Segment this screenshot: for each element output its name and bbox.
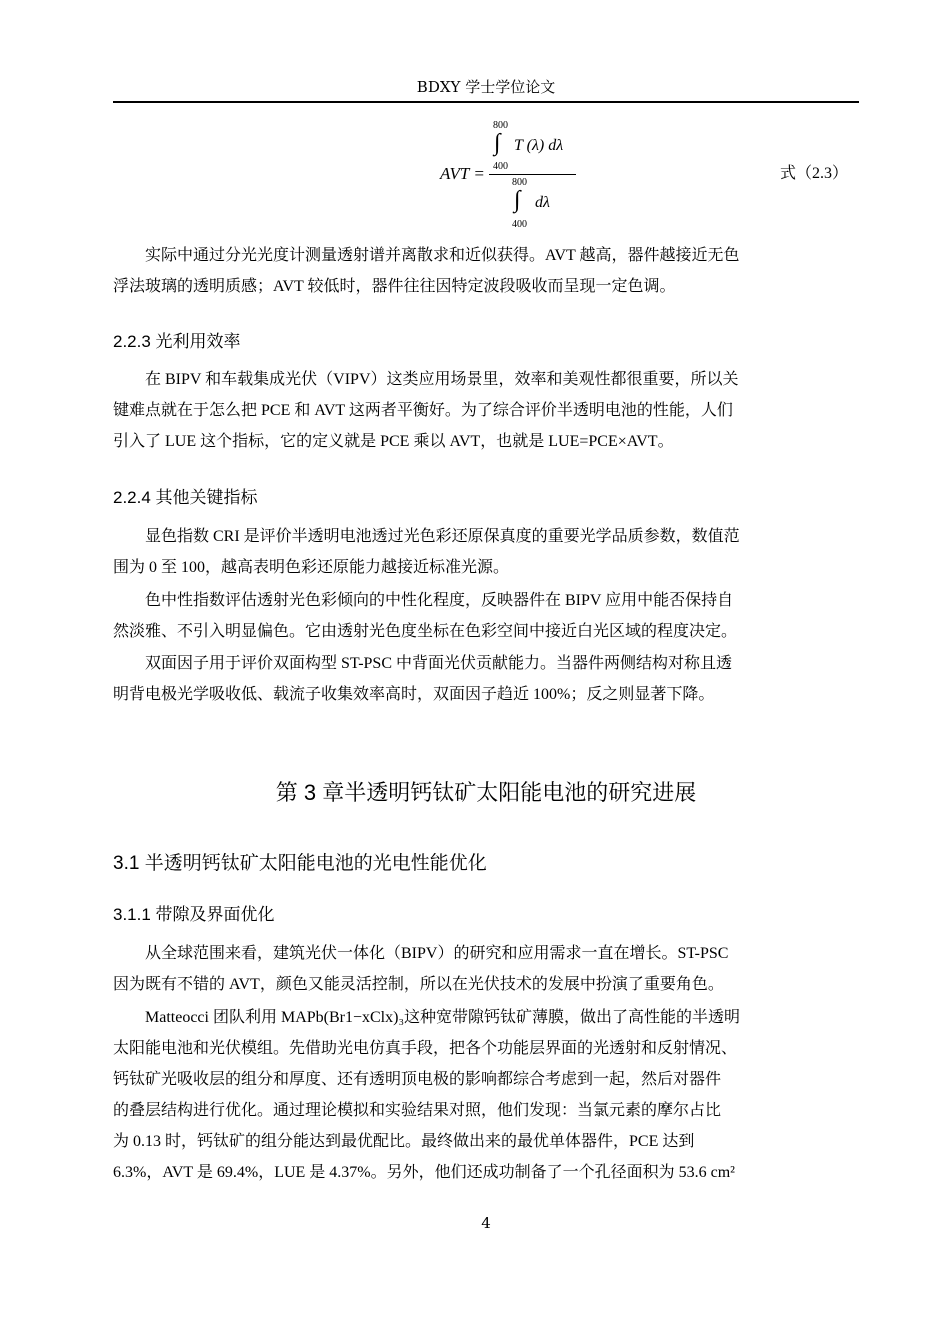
text-line: 双面因子用于评价双面构型 ST-PSC 中背面光伏贡献能力。当器件两侧结构对称且透 — [113, 655, 733, 672]
paragraph-bifacial — [113, 648, 859, 710]
text-line: 从全球范围来看，建筑光伏一体化（BIPV）的研究和应用需求一直在增长。ST-PSC — [113, 945, 729, 962]
paragraph-avt — [113, 240, 859, 302]
text-line: 然淡雅、不引入明显偏色。它由透射光色度坐标在色彩空间中接近白光区域的程度决定。 — [113, 623, 738, 640]
paragraph-cri — [113, 521, 859, 583]
text-line: 钙钛矿光吸收层的组分和厚度、还有透明顶电极的影响都综合考虑到一起，然后对器件 — [113, 1071, 722, 1088]
upper-limit-top: 800 — [493, 120, 508, 131]
text-line: Matteocci 团队利用 MAPb(Br1−xClx)₃这种宽带隙钙钛矿薄膜，做出了高性能的半透明 — [113, 1009, 741, 1026]
text-line: 浮法玻璃的透明质感；AVT 较低时，器件往往因特定波段吸收而呈现一定色调。 — [113, 278, 676, 295]
text-line: 键难点就在于怎么把 PCE 和 AVT 这两者平衡好。为了综合评价半透明电池的性能，人们 — [113, 402, 733, 419]
paragraph-matteocci — [113, 1002, 859, 1188]
equation-label: 式（2.3） — [780, 165, 849, 182]
lower-limit-bottom: 400 — [512, 219, 527, 230]
chapter-3-title: 第 3 章半透明钙钛矿太阳能电池的研究进展 — [275, 780, 697, 805]
section-2-2-4-title: 2.2.4 其他关键指标 — [113, 488, 258, 507]
denominator: dλ — [535, 194, 550, 211]
paragraph-lue — [113, 364, 859, 457]
numerator: T (λ) dλ — [514, 137, 564, 154]
running-header: BDXY 学士学位论文 — [416, 78, 556, 96]
text-line: 太阳能电池和光伏模组。先借助光电仿真手段，把各个功能层界面的光透射和反射情况、 — [113, 1040, 738, 1057]
text-line: 因为既有不错的 AVT，颜色又能灵活控制，所以在光伏技术的发展中扮演了重要角色。 — [113, 976, 724, 993]
text-line: 色中性指数评估透射光色彩倾向的中性化程度，反映器件在 BIPV 应用中能否保持自 — [113, 592, 734, 609]
text-line: 围为 0 至 100，越高表明色彩还原能力越接近标准光源。 — [113, 559, 510, 576]
text-line: 引入了 LUE 这个指标，它的定义就是 PCE 乘以 AVT，也就是 LUE=PCE×AVT。 — [113, 433, 674, 450]
text-line: 为 0.13 时，钙钛矿的组分能达到最优配比。最终做出来的最优单体器件，PCE 达到 — [113, 1133, 695, 1150]
text-line: 在 BIPV 和车载集成光伏（VIPV）这类应用场景里，效率和美观性都很重要，所以关 — [113, 371, 739, 388]
text-line: 显色指数 CRI 是评价半透明电池透过光色彩还原保真度的重要光学品质参数，数值范 — [113, 528, 740, 545]
integral-sign-top: ∫ — [494, 130, 501, 156]
integral-sign-bottom: ∫ — [514, 187, 521, 213]
section-2-2-3-title: 2.2.3 光利用效率 — [113, 332, 241, 351]
upper-limit-bottom: 800 — [512, 177, 527, 188]
page-number: 4 — [481, 1214, 491, 1232]
equation-lhs: AVT = — [440, 164, 485, 183]
paragraph-bipv — [113, 938, 859, 1000]
text-line: 6.3%，AVT 是 69.4%，LUE 是 4.37%。另外，他们还成功制备了一个孔径面积为 53.6 cm² — [113, 1164, 735, 1181]
lower-limit-top: 400 — [493, 161, 508, 172]
paragraph-color-neutrality — [113, 585, 859, 647]
text-line: 的叠层结构进行优化。通过理论模拟和实验结果对照，他们发现：当氯元素的摩尔占比 — [113, 1102, 722, 1119]
text-line: 明背电极光学吸收低、载流子收集效率高时，双面因子趋近 100%；反之则显著下降。 — [113, 686, 715, 703]
text-line: 实际中通过分光光度计测量透射谱并离散求和近似获得。AVT 越高，器件越接近无色 — [113, 247, 740, 264]
section-3-1-1-title: 3.1.1 带隙及界面优化 — [113, 905, 275, 924]
fraction-line — [489, 174, 576, 175]
section-3-1-title: 3.1 半透明钙钛矿太阳能电池的光电性能优化 — [113, 853, 487, 874]
